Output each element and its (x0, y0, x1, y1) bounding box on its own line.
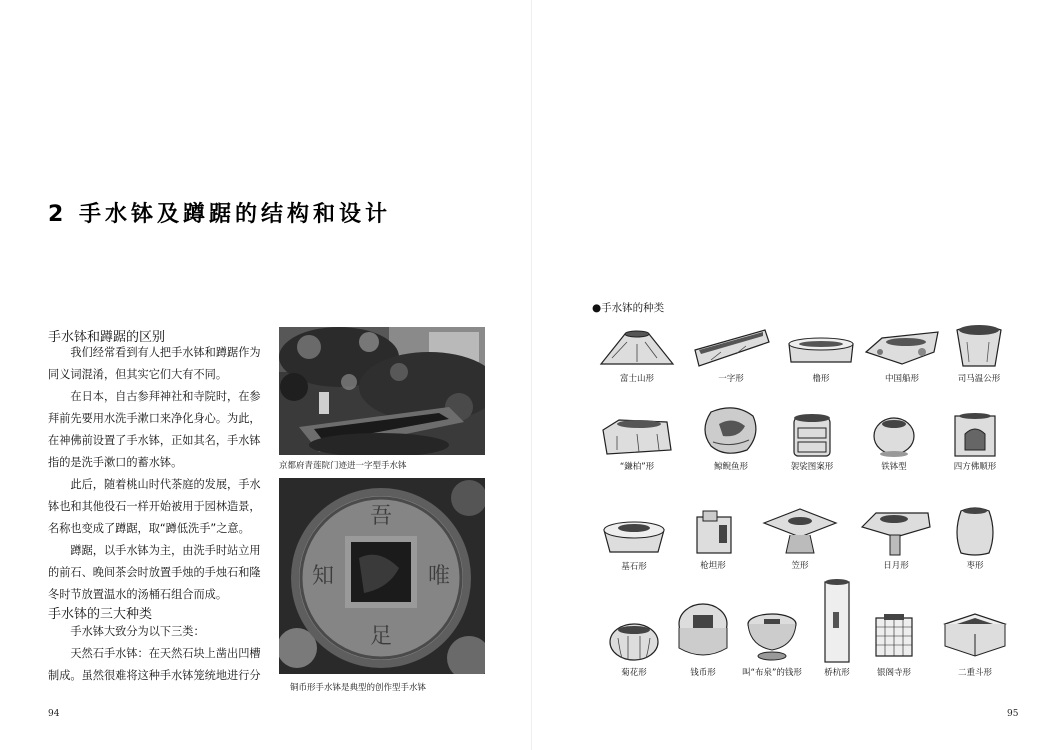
coin-char-bottom: 足 (369, 624, 393, 649)
four-buddha-basin-icon (935, 410, 1015, 458)
double-box-basin-icon (935, 610, 1015, 662)
text-line: 在日本，自古参拜神社和寺院时，在参 (48, 390, 261, 403)
fuji-basin-icon (597, 322, 677, 370)
basin-item-fish (686, 402, 776, 490)
basin-label: 橹形 (812, 374, 830, 384)
sun-moon-basin-icon (856, 505, 936, 557)
photo2-caption: 铜币形手水钵是典型的创作型手水钵 (290, 683, 427, 693)
basin-label: 袈裟图案形 (790, 462, 834, 472)
text-line: 指的是洗手漱口的蓄水钵。 (48, 456, 183, 469)
text-line: 我们经常看到有人把手水钵和蹲踞作为 (48, 346, 261, 359)
section-heading-three-types: 手水钵的三大种类 (48, 607, 153, 622)
basin-item-double-box (930, 610, 1020, 698)
text-line: 手水钵大致分为以下三类： (48, 625, 205, 638)
text-line: 拜前先要用水洗手漱口来净化身心。为此， (48, 412, 261, 425)
basin-item-boat (776, 322, 866, 410)
coin-char-left: 知 (311, 564, 335, 589)
basin-label: 钱币形 (690, 668, 716, 678)
basin-item-pillar (668, 505, 758, 593)
shiba-onko-basin-icon (939, 322, 1019, 370)
basin-label: 枣形 (966, 561, 984, 571)
section-body-three-types (48, 621, 260, 687)
page-gutter (531, 0, 532, 750)
coin-char-top: 吾 (369, 504, 393, 529)
basin-label: 叫“布泉”的钱形 (742, 668, 802, 678)
section-heading-difference: 手水钵和蹲踞的区别 (48, 330, 166, 345)
basin-label: 富士山形 (619, 374, 654, 384)
basin-label: 二重斗形 (957, 668, 992, 678)
text-line: 此后，随着桃山时代茶庭的发展，手水 (48, 478, 261, 491)
coin-char-right: 唯 (427, 564, 451, 589)
basin-item-jujube (930, 505, 1020, 593)
basin-label: 银阁寺形 (876, 668, 911, 678)
basin-label: 菊花形 (621, 668, 647, 678)
basin-label: 桥杭形 (824, 668, 850, 678)
photo1-caption: 京都府青莲院门迹进一字型手水钵 (279, 461, 407, 471)
text-line: 同义词混淆，但其实它们大有不同。 (48, 368, 228, 381)
basin-label: “鎌柏”形 (619, 462, 655, 472)
boat-basin-icon (781, 322, 861, 370)
foundation-stone-basin-icon (594, 510, 674, 558)
basin-item-shiba-onko (934, 322, 1024, 410)
basin-item-iron-bowl (849, 410, 939, 498)
kesa-basin-icon (772, 410, 852, 458)
basin-item-fuji (592, 322, 682, 410)
basin-types-title: ●手水钵的种类 (592, 302, 665, 314)
jujube-basin-icon (935, 505, 1015, 557)
section-body-difference (48, 342, 260, 606)
basin-item-foundation-stone (589, 510, 679, 598)
text-line: 蹲踞，以手水钵为主，由洗手时站立用 (48, 544, 261, 557)
ichiji-basin-icon (691, 322, 771, 370)
text-line: 冬时节放置温水的汤桶石组合而成。 (48, 588, 228, 601)
ginkakuji-basin-icon (854, 610, 934, 662)
basin-label: 铁钵型 (881, 462, 907, 472)
basin-label: 笠形 (791, 561, 809, 571)
chinese-boat-basin-icon (862, 322, 942, 370)
text-line: 钵也和其他役石一样开始被用于园林造景， (48, 500, 261, 513)
basin-item-four-buddha (930, 410, 1020, 498)
chapter-title: 2 手水钵及蹲踞的结构和设计 (48, 202, 391, 227)
basin-label: 日月形 (883, 561, 909, 571)
basin-item-ginkakuji (849, 610, 939, 698)
pillar-basin-icon (673, 505, 753, 557)
basin-label: 中国船形 (884, 374, 919, 384)
iron-bowl-basin-icon (854, 410, 934, 458)
text-line: 的前石、晚间茶会时放置手烛的手烛石和隆 (48, 566, 261, 579)
stump-basin-icon (597, 410, 677, 458)
photo-coin-basin (279, 478, 485, 674)
basin-label: 一字形 (718, 374, 744, 384)
text-line: 名称也变成了蹲踞，取“蹲低洗手”之意。 (48, 522, 250, 535)
basin-label: 司马温公形 (957, 374, 1001, 384)
page-number-left: 94 (48, 709, 60, 719)
fish-basin-icon (691, 402, 771, 458)
text-line: 天然石手水钵：在天然石块上凿出凹槽 (48, 647, 261, 660)
text-line: 制成。虽然很难将这种手水钵笼统地进行分 (48, 669, 261, 682)
basin-item-ichiji (686, 322, 776, 410)
basin-label: 四方佛顺形 (953, 462, 997, 472)
text-line: 在神佛前设置了手水钵，正如其名，手水钵 (48, 434, 261, 447)
page-number-right: 95 (1007, 709, 1019, 719)
basin-label: 枪坦形 (700, 561, 726, 571)
basin-label: 鲸鲵鱼形 (713, 462, 748, 472)
basin-item-stump (592, 410, 682, 498)
basin-label: 基石形 (621, 562, 647, 572)
basin-item-kesa (767, 410, 857, 498)
photo-shoren-in-basin (279, 327, 485, 455)
hat-basin-icon (760, 505, 840, 557)
